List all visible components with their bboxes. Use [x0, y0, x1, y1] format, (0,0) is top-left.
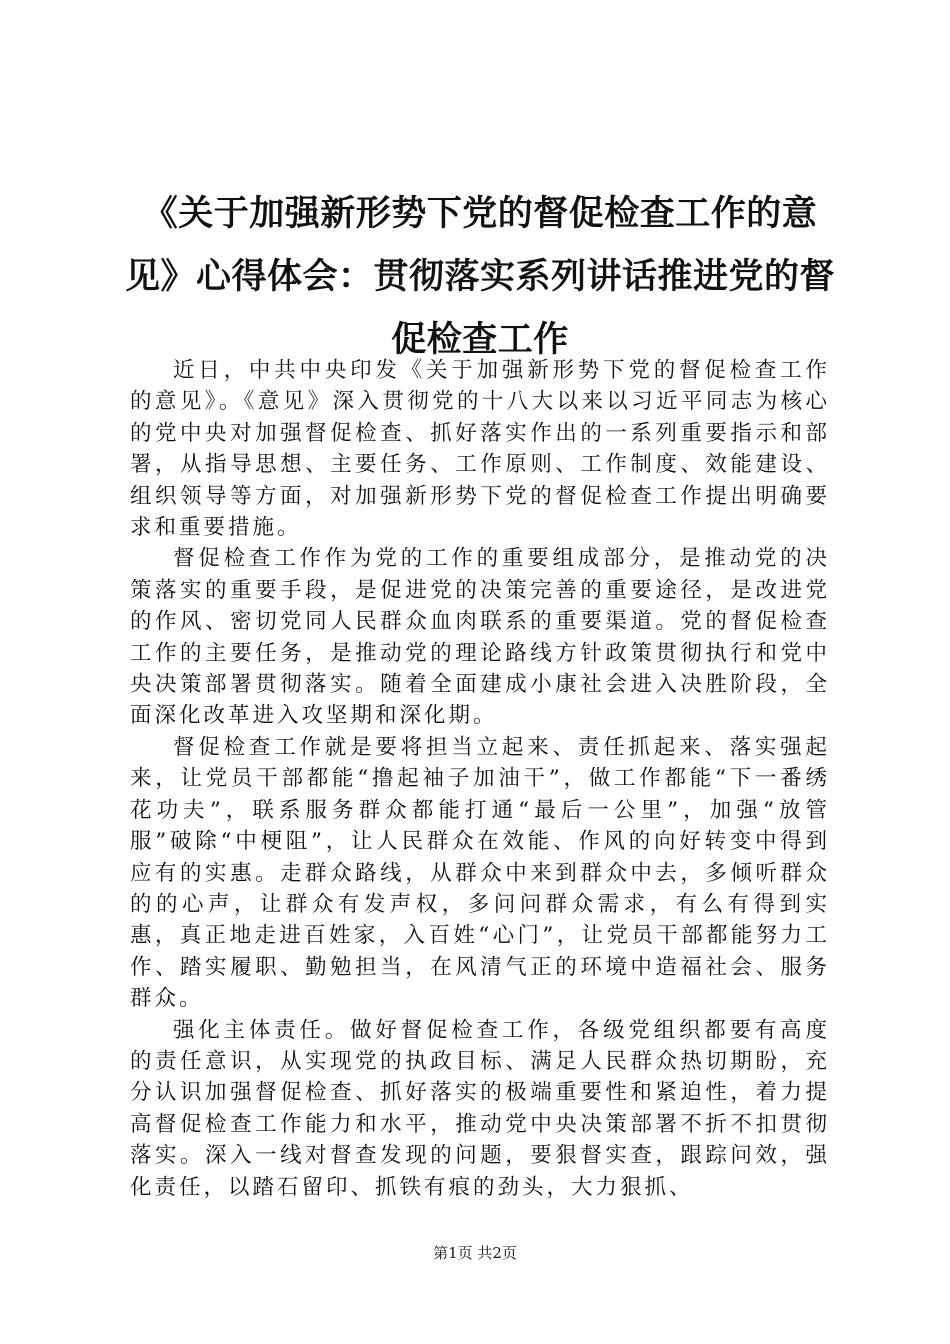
page-footer: 第1页 共2页	[433, 1244, 517, 1262]
paragraph-4: 强化主体责任。做好督促检查工作，各级党组织都要有高度的责任意识，从实现党的执政目标、满足人民群众热切期盼，充分认识加强督促检查、抓好落实的极端重要性和紧迫性，着力提高督促检查工作能力和水平，推动党中央决策部署不折不扣贯彻落实。深入一线对督查发现的问题，要狠督实查，跟踪问效，强化责任，以踏石留印、抓铁有痕的劲头，大力狠抓、	[130, 1017, 830, 1200]
document-body	[130, 355, 830, 1203]
paragraph-3: 督促检查工作就是要将担当立起来、责任抓起来、落实强起来，让党员干部都能“撸起袖子加油干”，做工作都能“下一番绣花功夫”，联系服务群众都能打通“最后一公里”，加强“放管服”破除“中梗阻”，让人民群众在效能、作风的向好转变中得到应有的实惠。走群众路线，从群众中来到群众中去，多倾听群众的的心声，让群众有发声权，多问问群众需求，有么有得到实惠，真正地走进百姓家，入百姓“心门”，让党员干部都能努力工作、踏实履职、勤勉担当，在风清气正的环境中造福社会、服务群众。	[130, 734, 830, 1012]
paragraph-2: 督促检查工作作为党的工作的重要组成部分，是推动党的决策落实的重要手段，是促进党的决策完善的重要途径，是改进党的作风、密切党同人民群众血肉联系的重要渠道。党的督促检查工作的主要任务，是推动党的理论路线方针政策贯彻执行和党中央决策部署贯彻落实。随着全面建成小康社会进入决胜阶段，全面深化改革进入攻坚期和深化期。	[130, 546, 830, 729]
paragraph-1: 近日，中共中央印发《关于加强新形势下党的督促检查工作的意见》。《意见》深入贯彻党的十八大以来以习近平同志为核心的党中央对加强督促检查、抓好落实作出的一系列重要指示和部署，从指导思想、主要任务、工作原则、工作制度、效能建设、组织领导等方面，对加强新形势下党的督促检查工作提出明确要求和重要措施。	[130, 358, 830, 541]
document-title: 《关于加强新形势下党的督促检查工作的意见》心得体会：贯彻落实系列讲话推进党的督促检查工作	[125, 194, 836, 360]
